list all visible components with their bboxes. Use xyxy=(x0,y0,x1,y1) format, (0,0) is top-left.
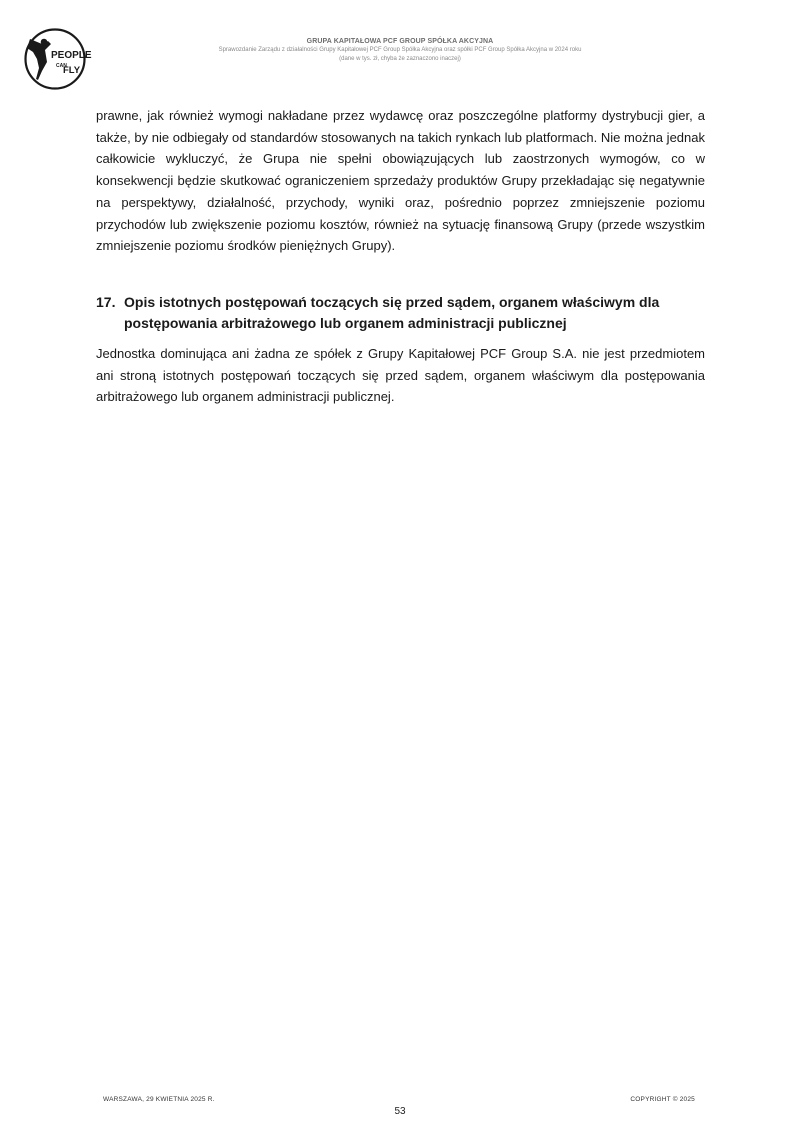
section-heading xyxy=(96,292,705,334)
page-number: 53 xyxy=(394,1106,406,1117)
header-title: GRUPA KAPITAŁOWA PCF GROUP SPÓŁKA AKCYJNA xyxy=(306,38,494,45)
logo-text-fly: FLY xyxy=(63,65,81,76)
section-title: Opis istotnych postępowań toczących się przed sądem, organem właściwym dla postępowania arbitrażowego lub organem administracji publicznej xyxy=(124,293,660,331)
paragraph-proceedings: Jednostka dominująca ani żadna ze spółek z Grupy Kapitałowej PCF Group S.A. nie jest przedmiotem ani stroną istotnych postępowań toczących się przed sądem, organem właściwym dla postępowania arbitrażowego lub organem administracji publicznej. xyxy=(96,345,705,405)
footer-copyright: COPYRIGHT © 2025 xyxy=(630,1096,695,1103)
main-content xyxy=(96,105,705,408)
header-subtitle: Sprawozdanie Zarządu z działalności Grupy Kapitałowej PCF Group Spółka Akcyjna oraz spółki PCF Group Spółka Akcyjna w 2024 roku xyxy=(218,47,582,53)
company-logo xyxy=(24,28,92,90)
paragraph-risk-continuation: prawne, jak również wymogi nakładane przez wydawcę oraz poszczególne platformy dystrybucji gier, a także, by nie odbiegały od standardów stosowanych na takich rynkach lub platformach. Nie można jednak całkowicie wykluczyć, że Grupa nie spełni obowiązujących lub zaostrzonych wymogów, co w konsekwencji będzie skutkować ograniczeniem sprzedaży produktów Grupy przekładając się negatywnie na perspektywy, działalność, przychody, wyniki oraz, pośrednio poprzez zmniejszenie poziomu przychodów lub zwiększenie poziomu kosztów, również na sytuację finansową Grupy (przede wszystkim zmniejszenie poziomu środków pieniężnych Grupy). xyxy=(96,108,705,254)
page-header xyxy=(160,37,640,64)
logo-text-people: PEOPLE xyxy=(51,50,92,61)
logo-text-can: CAN xyxy=(56,63,67,69)
footer-place-date: WARSZAWA, 29 KWIETNIA 2025 R. xyxy=(103,1096,215,1103)
header-units-note: (dane w tys. zł, chyba że zaznaczono inaczej) xyxy=(339,56,461,62)
section-number: 17. xyxy=(96,293,116,310)
